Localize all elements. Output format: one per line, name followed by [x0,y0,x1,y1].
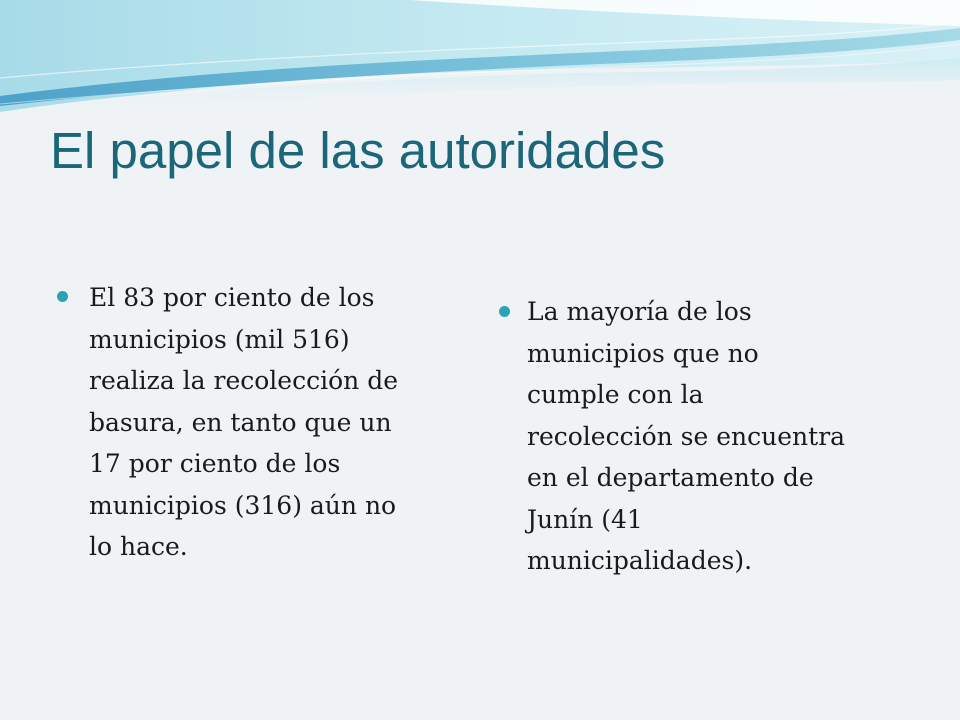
text-line: cumple con la [527,380,704,409]
text-line: El 83 por ciento de los [89,283,375,312]
text-line: municipios (mil 516) [89,324,350,354]
text-line: realiza la recolección de [89,366,398,395]
header-wave-decoration [0,0,960,130]
text-line: municipios que no [527,338,759,368]
bullet-dot-icon [57,291,68,302]
text-line: municipalidades). [527,546,753,575]
text-line: basura, en tanto que un [89,407,392,437]
text-line: recolección se encuentra [527,421,846,451]
right-bullet-text [527,291,927,582]
slide-title: El papel de las autoridades [50,122,666,179]
text-line: 17 por ciento de los [89,449,341,478]
text-line: Junín (41 [527,504,643,534]
text-line: en el departamento de [527,463,814,492]
bullet-dot-icon [499,306,510,317]
text-line: municipios (316) aún no [89,490,397,520]
left-bullet-text [89,277,469,568]
text-line: La mayoría de los [527,297,752,326]
text-line: lo hace. [89,532,188,561]
